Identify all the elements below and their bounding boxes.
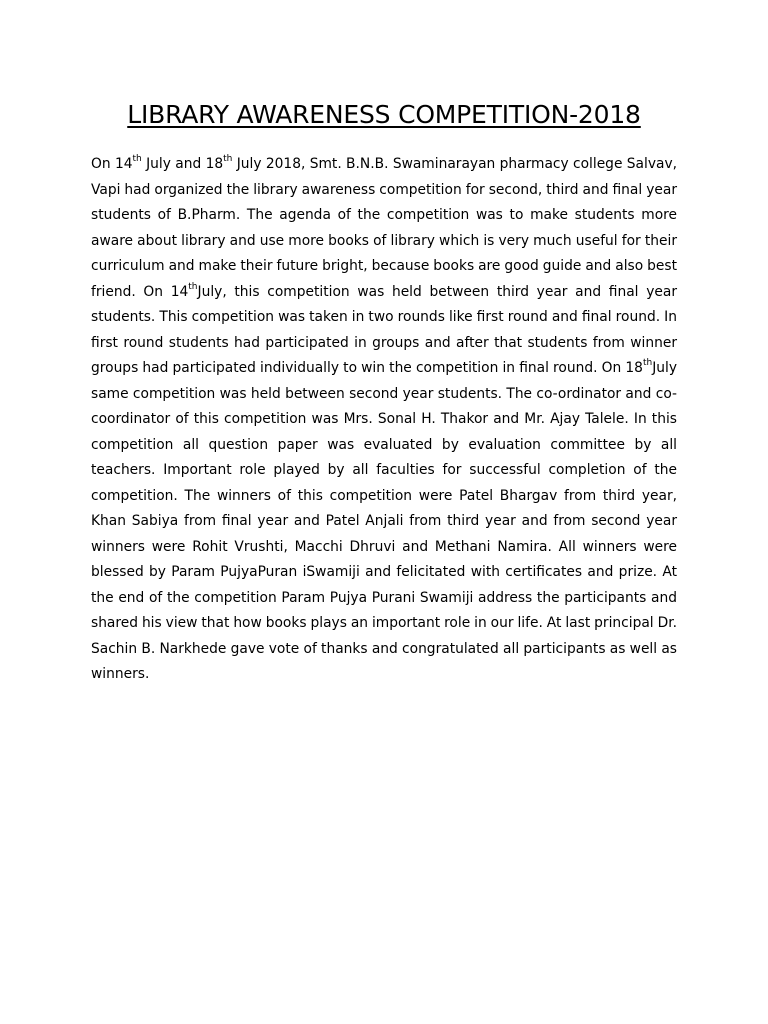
ordinal-superscript: th: [642, 358, 653, 369]
ordinal-superscript: th: [188, 281, 198, 292]
paragraph-text-segment: July same competition was held between second year students. The co-ordinator and co-coordinator of this competition was Mrs. Sonal H. Thakor and Mr. Ajay Talele. In this competition all question paper was evaluated by evaluation committee by all teachers. Important role played by all faculties for successful completion of the competition. The winners of this competition were Patel Bhargav from third year, Khan Sabiya from final year and Patel Anjali from third year and from second year winners were Rohit Vrushti, Macchi Dhruvi and Methani Namira. All winners were blessed by Param PujyaPuran iSwamiji and felicitated with certificates and prize. At the end of the competition Param Pujya Purani Swamiji address the participants and shared his view that how books plays an important role in our life. At last principal Dr. Sachin B. Narkhede gave vote of thanks and congratulated all participants as well as winners.: [91, 360, 677, 682]
paragraph-text-segment: July 2018, Smt. B.N.B. Swaminarayan pharmacy college Salvav, Vapi had organized the library awareness competition for second, third and final year students of B.Pharm. The agenda of the competition was to make students more aware about library and use more books of library which is very much useful for their curriculum and make their future bright, because books are good guide and also best friend. On 14: [91, 156, 677, 300]
paragraph-text-segment: On 14: [91, 156, 133, 172]
ordinal-superscript: th: [132, 154, 142, 165]
document-title: LIBRARY AWARENESS COMPETITION-2018: [127, 100, 641, 129]
body-paragraph: [91, 152, 677, 688]
ordinal-superscript: th: [223, 154, 233, 165]
paragraph-text-segment: July and 18: [141, 156, 224, 172]
paragraph-text-segment: July, this competition was held between third year and final year students. This competition was taken in two rounds like first round and final round. In first round students had participated in groups and after that students from winner groups had participated individually to win the competition in final round. On 18: [91, 283, 677, 376]
